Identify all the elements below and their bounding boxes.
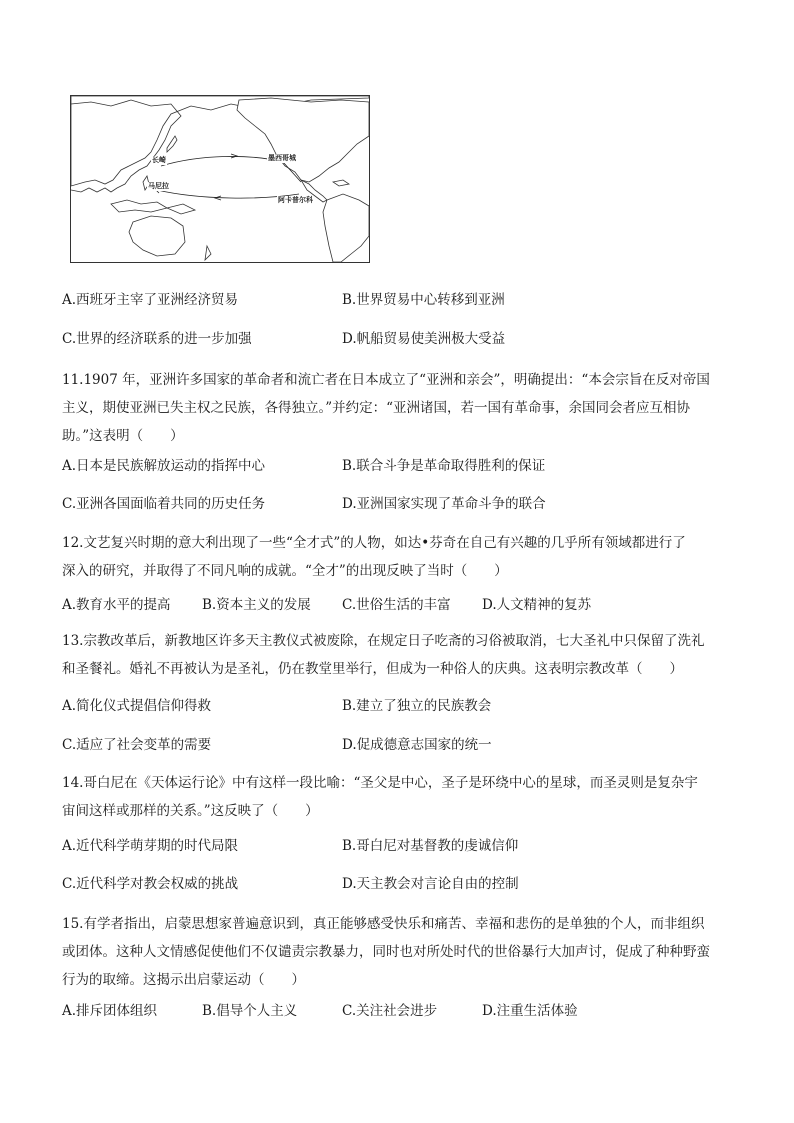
north-america (237, 98, 369, 182)
q13-stem-line: 和圣餐礼。婚礼不再被认为是圣礼，仍在教堂里举行，但成为一种俗人的庆典。这表明宗教改革（ ） (62, 661, 683, 677)
world-map-drawing (71, 96, 369, 262)
map-label-acapulco: 阿卡普尔科 (278, 196, 313, 204)
q14-stem-line: 14.哥白尼在《天体运行论》中有这样一段比喻：“圣父是中心，圣子是环绕中心的星球，而圣灵则是复杂宇 (62, 775, 698, 791)
japan (167, 136, 177, 152)
q13-stem (62, 627, 738, 683)
q14-stem (62, 769, 738, 825)
caribbean (333, 180, 349, 186)
q12-stem-line: 12.文艺复兴时期的意大利出现了一些“全才式”的人物，如达•芬奇在自己有兴趣的几乎所有领域都进行了 (62, 535, 686, 551)
q12-stem-line: 深入的研究，并取得了不同凡响的成就。“全才”的出现反映了当时（ ） (62, 563, 508, 579)
q11-stem-line: 主义，期使亚洲已失主权之民族，各得独立。”并约定：“亚洲诸国，若一国有革命事，余国同会者应互相协 (62, 400, 691, 416)
q14-option-d: D.天主教会对言论自由的控制 (342, 876, 519, 892)
q15-stem-line: 行为的取缔。这揭示出启蒙运动（ ） (62, 972, 305, 988)
q15-option-d: D.注重生活体验 (482, 1003, 578, 1019)
new-guinea (167, 204, 195, 214)
south-america (323, 194, 369, 262)
q12-option-c: C.世俗生活的丰富 (342, 597, 451, 613)
q11-option-c: C.亚洲各国面临着共同的历史任务 (62, 496, 266, 512)
q12-option-d: D.人文精神的复苏 (482, 597, 592, 613)
australia (129, 216, 185, 256)
q13-stem-line: 13.宗教改革后，新教地区许多天主教仪式被废除，在规定日子吃斋的习俗被取消，七大圣礼中只保留了洗礼 (62, 633, 705, 649)
q14-stem-line: 宙间这样或那样的关系。”这反映了（ ） (62, 803, 319, 819)
map-label-mexico-city: 墨西哥城 (268, 154, 296, 162)
q15-stem (62, 910, 738, 994)
indonesia (111, 200, 167, 212)
trade-route-map (70, 95, 370, 263)
q14-option-c: C.近代科学对教会权威的挑战 (62, 876, 239, 892)
q11-stem-line: 11.1907 年，亚洲许多国家的革命者和流亡者在日本成立了“亚洲和亲会”，明确提出：“本会宗旨在反对帝国 (62, 372, 710, 388)
q14-option-b: B.哥白尼对基督教的虔诚信仰 (342, 838, 519, 854)
q14-option-a: A.近代科学萌芽期的时代局限 (62, 838, 239, 854)
new-zealand (205, 246, 211, 260)
q13-option-d: D.促成德意志国家的统一 (342, 737, 492, 753)
q15-stem-line: 15.有学者指出，启蒙思想家普遍意识到，真正能够感受快乐和痛苦、幸福和悲伤的是单独的个人，而非组织 (62, 916, 705, 932)
q10-option-b: B.世界贸易中心转移到亚洲 (342, 292, 505, 308)
q13-option-b: B.建立了独立的民族教会 (342, 698, 492, 714)
q12-option-a: A.教育水平的提高 (62, 597, 171, 613)
q12-option-b: B.资本主义的发展 (202, 597, 311, 613)
q15-stem-line: 或团体。这种人文情感促使他们不仅谴责宗教暴力，同时也对所处时代的世俗暴行大加声讨，促成了种种野蛮 (62, 944, 710, 960)
q15-option-b: B.倡导个人主义 (202, 1003, 298, 1019)
q11-stem (62, 366, 738, 450)
q10-option-a: A.西班牙主宰了亚洲经济贸易 (62, 292, 239, 308)
q15-option-a: A.排斥团体组织 (62, 1003, 158, 1019)
q11-option-d: D.亚洲国家实现了革命斗争的联合 (342, 496, 546, 512)
map-label-manila: 马尼拉 (148, 182, 169, 190)
q11-option-b: B.联合斗争是革命取得胜利的保证 (342, 458, 546, 474)
q10-option-c: C.世界的经济联系的进一步加强 (62, 331, 252, 347)
q13-option-a: A.简化仪式提倡信仰得救 (62, 698, 212, 714)
q11-stem-line: 助。”这表明（ ） (62, 428, 184, 444)
q12-stem (62, 529, 738, 585)
q15-option-c: C.关注社会进步 (342, 1003, 438, 1019)
q11-option-a: A.日本是民族解放运动的指挥中心 (62, 458, 266, 474)
q13-option-c: C.适应了社会变革的需要 (62, 737, 212, 753)
route-arrow-east (231, 154, 237, 158)
route-outbound (161, 156, 283, 166)
q10-option-d: D.帆船贸易使美洲极大受益 (342, 331, 506, 347)
map-label-nagasaki: 长崎 (152, 156, 166, 164)
